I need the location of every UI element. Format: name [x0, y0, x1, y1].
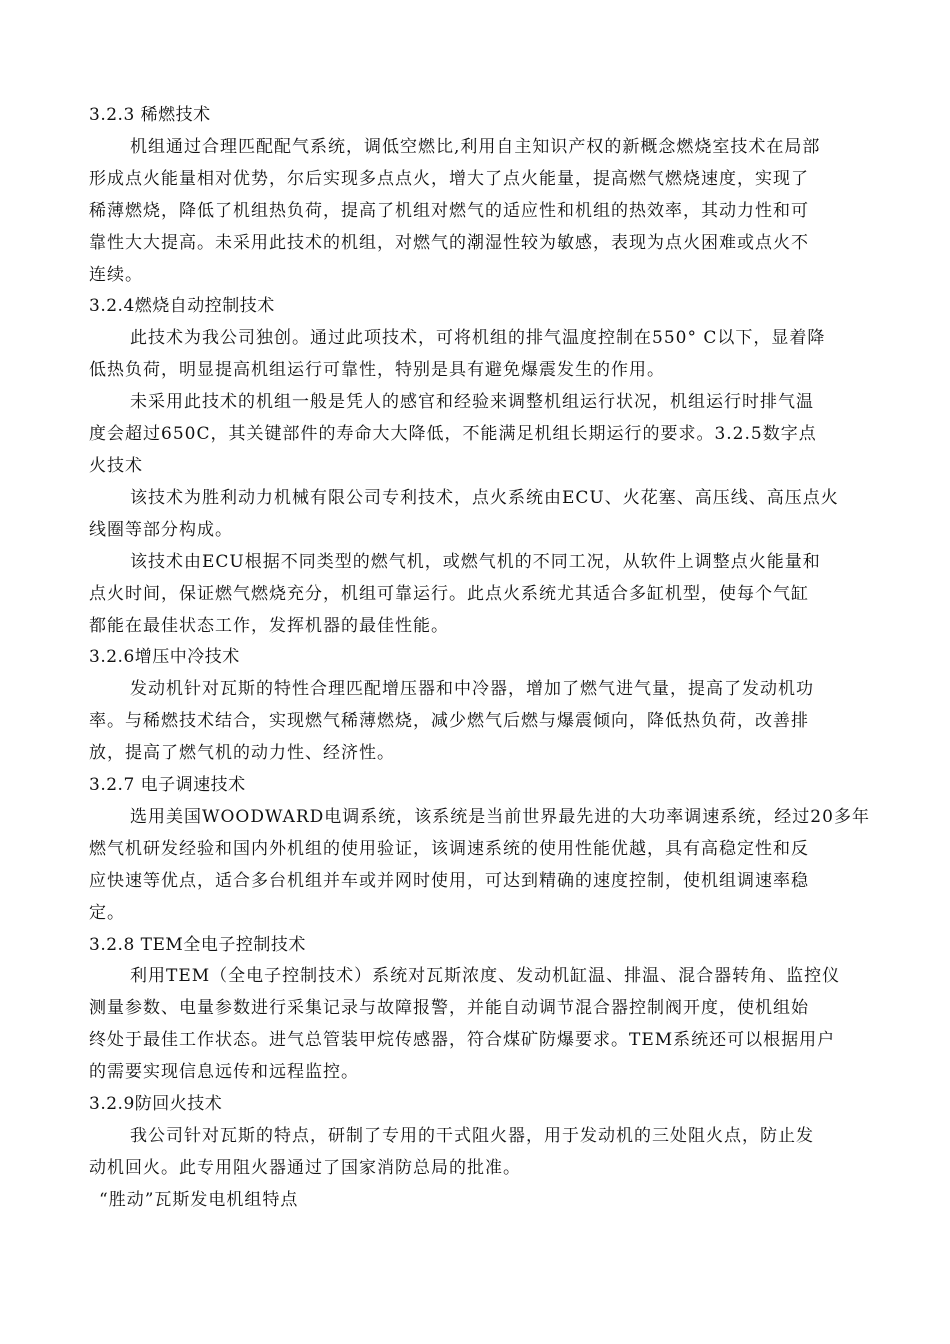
- paragraph-line: 动机回火。此专用阻火器通过了国家消防总局的批准。: [89, 1157, 521, 1178]
- paragraph-line: 形成点火能量相对优势，尔后实现多点点火，增大了点火能量，提高燃气燃烧速度，实现了: [89, 168, 809, 189]
- paragraph-line: 度会超过650C，其关键部件的寿命大大降低，不能满足机组长期运行的要求。3.2.5数字点: [89, 424, 817, 445]
- section-heading: 3.2.7 电子调速技术: [89, 775, 246, 796]
- section-title-line: “胜动”瓦斯发电机组特点: [99, 1189, 299, 1210]
- paragraph-line: 线圈等部分构成。: [89, 519, 233, 540]
- paragraph-line: 率。与稀燃技术结合，实现燃气稀薄燃烧，减少燃气后燃与爆震倾向，降低热负荷，改善排: [89, 711, 809, 732]
- paragraph-line: 该技术为胜利动力机械有限公司专利技术，点火系统由ECU、火花塞、高压线、高压点火: [130, 487, 839, 508]
- paragraph-line: 放，提高了燃气机的动力性、经济性。: [89, 743, 395, 764]
- paragraph-line: 定。: [89, 902, 125, 923]
- document-page: [89, 100, 870, 1217]
- paragraph-line: 点火时间，保证燃气燃烧充分，机组可靠运行。此点火系统尤其适合多缸机型，使每个气缸: [89, 583, 809, 604]
- paragraph-line: 靠性大大提高。未采用此技术的机组，对燃气的潮湿性较为敏感，表现为点火困难或点火不: [89, 232, 809, 253]
- paragraph-line: 低热负荷，明显提高机组运行可靠性，特别是具有避免爆震发生的作用。: [89, 360, 665, 381]
- paragraph-line: 的需要实现信息远传和远程监控。: [89, 1062, 359, 1083]
- paragraph-line: 燃气机研发经验和国内外机组的使用验证，该调速系统的使用性能优越，具有高稳定性和反: [89, 838, 809, 859]
- section-heading: 3.2.4燃烧自动控制技术: [89, 296, 275, 317]
- paragraph-line: 该技术由ECU根据不同类型的燃气机，或燃气机的不同工况，从软件上调整点火能量和: [130, 551, 821, 572]
- paragraph-line: 都能在最佳状态工作，发挥机器的最佳性能。: [89, 615, 449, 636]
- paragraph-line: 测量参数、电量参数进行采集记录与故障报警，并能自动调节混合器控制阀开度，使机组始: [89, 998, 809, 1019]
- paragraph-line: 终处于最佳工作状态。进气总管装甲烷传感器，符合煤矿防爆要求。TEM系统还可以根据用户: [89, 1030, 836, 1051]
- paragraph-line: 利用TEM（全电子控制技术）系统对瓦斯浓度、发动机缸温、排温、混合器转角、监控仪: [130, 966, 841, 987]
- paragraph-line: 机组通过合理匹配配气系统，调低空燃比,利用自主知识产权的新概念燃烧室技术在局部: [130, 136, 821, 157]
- paragraph-line: 连续。: [89, 264, 143, 285]
- paragraph-line: 应快速等优点，适合多台机组并车或并网时使用，可达到精确的速度控制，使机组调速率稳: [89, 870, 809, 891]
- paragraph-line: 未采用此技术的机组一般是凭人的感官和经验来调整机组运行状况，机组运行时排气温: [130, 392, 814, 413]
- paragraph-line: 发动机针对瓦斯的特性合理匹配增压器和中冷器，增加了燃气进气量，提高了发动机功: [130, 679, 814, 700]
- paragraph-line: 我公司针对瓦斯的特点，研制了专用的干式阻火器，用于发动机的三处阻火点，防止发: [130, 1126, 814, 1146]
- section-heading: 3.2.9防回火技术: [89, 1094, 223, 1115]
- paragraph-line: 此技术为我公司独创。通过此项技术，可将机组的排气温度控制在550° C以下，显着降: [130, 328, 826, 349]
- section-heading: 3.2.8 TEM全电子控制技术: [89, 934, 306, 955]
- paragraph-line: 选用美国WOODWARD电调系统，该系统是当前世界最先进的大功率调速系统，经过20多年: [130, 806, 870, 827]
- section-heading: 3.2.6增压中冷技术: [89, 647, 240, 668]
- section-heading: 3.2.3 稀燃技术: [89, 105, 211, 125]
- paragraph-line: 稀薄燃烧，降低了机组热负荷，提高了机组对燃气的适应性和机组的热效率，其动力性和可: [89, 200, 809, 221]
- paragraph-line: 火技术: [89, 455, 143, 476]
